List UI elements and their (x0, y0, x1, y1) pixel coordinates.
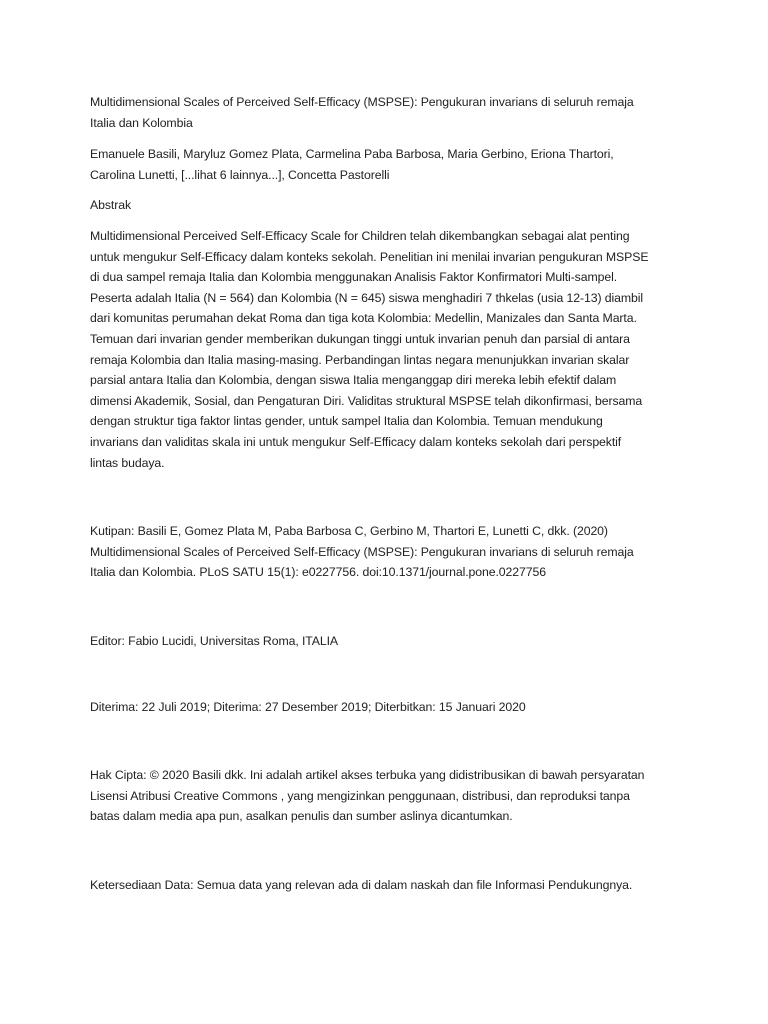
copyright-notice: Hak Cipta: © 2020 Basili dkk. Ini adalah artikel akses terbuka yang didistribusikan di bawah persyaratan Lisensi Atribusi Creative Commons , yang mengizinkan penggunaan, distribusi, dan reproduksi tanpa batas dalam media apa pun, asalkan penulis dan sumber aslinya dicantumkan. (90, 768, 645, 824)
citation: Kutipan: Basili E, Gomez Plata M, Paba Barbosa C, Gerbino M, Thartori E, Lunetti C, dkk. (2020) Multidimensional Scales of Perceived Self-Efficacy (MSPSE): Pengukuran invarians di seluruh remaja Italia dan Kolombia. PLoS SATU 15(1): e0227756. doi:10.1371/journal.pone.0227756 (90, 524, 634, 580)
abstract-heading: Abstrak (90, 198, 131, 213)
document-title: Multidimensional Scales of Perceived Self-Efficacy (MSPSE): Pengukuran invarians di seluruh remaja Italia dan Kolombia (90, 95, 634, 130)
abstract-body: Multidimensional Perceived Self-Efficacy Scale for Children telah dikembangkan sebagai alat penting untuk mengukur Self-Efficacy dalam konteks sekolah. Penelitian ini menilai invarian pengukuran MSPSE di dua sampel remaja Italia dan Kolombia menggunakan Analisis Faktor Konfirmatori Multi-sampel. Peserta adalah Italia (N = 564) dan Kolombia (N = 645) siswa menghadiri 7 thkelas (usia 12-13) diambil dari komunitas perumahan dekat Roma dan tiga kota Kolombia: Medellin, Manizales dan Santa Marta. Temuan dari invarian gender memberikan dukungan tinggi untuk invarian penuh dan parsial di antara remaja Kolombia dan Italia masing-masing. Perbandingan lintas negara menunjukkan invarian skalar parsial antara Italia dan Kolombia, dengan siswa Italia menganggap diri mereka lebih efektif dalam dimensi Akademik, Sosial, dan Pengaturan Diri. Validitas struktural MSPSE telah dikonfirmasi, bersama dengan struktur tiga faktor lintas gender, untuk sampel Italia dan Kolombia. Temuan mendukung invarians dan validitas skala ini untuk mengukur Self-Efficacy dalam konteks sekolah dari perspektif lintas budaya. (90, 228, 649, 470)
editor-line: Editor: Fabio Lucidi, Universitas Roma, ITALIA (90, 633, 339, 648)
data-availability-statement: Ketersediaan Data: Semua data yang relevan ada di dalam naskah dan file Informasi Pendukungnya. (90, 877, 633, 892)
author-list: Emanuele Basili, Maryluz Gomez Plata, Carmelina Paba Barbosa, Maria Gerbino, Eriona Thartori, Carolina Lunetti, [...lihat 6 lainnya...], Concetta Pastorelli (90, 147, 614, 182)
document-page (90, 92, 690, 895)
dates-line: Diterima: 22 Juli 2019; Diterima: 27 Desember 2019; Diterbitkan: 15 Januari 2020 (90, 700, 526, 715)
